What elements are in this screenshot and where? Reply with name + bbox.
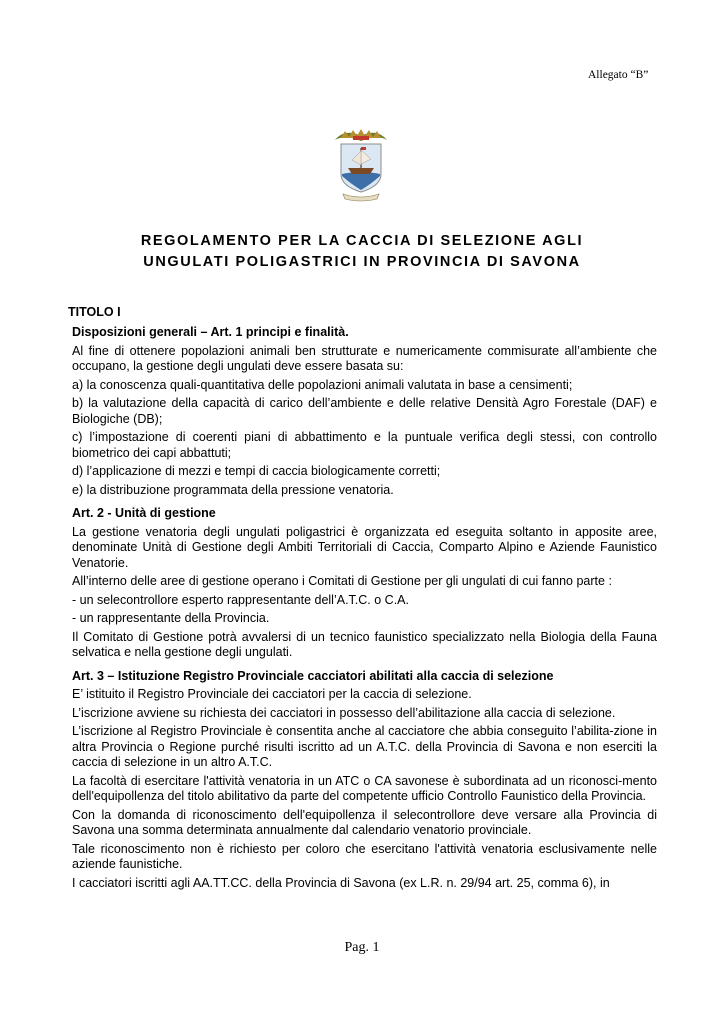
paragraph: La gestione venatoria degli ungulati poligastrici è organizzata ed eseguita soltanto in apposite aree, denominate Unità di Gestione degli Ambiti Territoriali di Caccia, Comparto Alpino e Aziende Faunistico Venatorie. xyxy=(72,524,657,570)
paragraph: I cacciatori iscritti agli AA.TT.CC. della Provincia di Savona (ex L.R. n. 29/94 art. 25, comma 6), in xyxy=(72,875,610,890)
list-item: e) la distribuzione programmata della pressione venatoria. xyxy=(72,482,394,497)
paragraph: L’iscrizione al Registro Provinciale è consentita anche al cacciatore che abbia conseguito l’abilita-zione in altra Provincia o Regione purché risulti iscritto ad un A.T.C. della Provincia di Savona e non eserciti la caccia di selezione in un altro A.T.C. xyxy=(72,724,657,769)
paragraph: La facoltà di esercitare l'attività venatoria in un ATC o CA savonese è subordinata ad un riconosci-mento dell'equipollenza del titolo abilitativo da parte del competente ufficio Controllo Faunistico della Provincia. xyxy=(72,773,657,803)
document-body xyxy=(72,325,657,894)
paragraph: Il Comitato di Gestione potrà avvalersi di un tecnico faunistico specializzato nella Biologia della Fauna selvatica e nella gestione degli ungulati. xyxy=(72,629,657,659)
art2-heading: Art. 2 - Unità di gestione xyxy=(72,506,216,520)
list-item: d) l’applicazione di mezzi e tempi di caccia biologicamente corretti; xyxy=(72,464,441,478)
title-line-2: UNGULATI POLIGASTRICI IN PROVINCIA DI SAVONA xyxy=(143,254,581,270)
paragraph: L’iscrizione avviene su richiesta dei cacciatori in possesso dell’abilitazione alla caccia di selezione. xyxy=(72,705,616,720)
paragraph: Con la domanda di riconoscimento dell'equipollenza il selecontrollore deve versare alla Provincia di Savona una somma determinata annualmente dal calendario venatorio provinciale. xyxy=(72,807,657,837)
list-item: b) la valutazione della capacità di carico dell’ambiente e delle relative Densità Agro Forestale (DAF) e Biologiche (DB); xyxy=(72,396,657,426)
art1-heading: Disposizioni generali – Art. 1 principi e finalità. xyxy=(72,325,349,339)
document-title xyxy=(60,231,664,273)
list-item: a) la conoscenza quali-quantitativa delle popolazioni animali valutata in base a censimenti; xyxy=(72,377,573,392)
title-line-1: REGOLAMENTO PER LA CACCIA DI SELEZIONE AGLI xyxy=(140,233,584,249)
section-title: TITOLO I xyxy=(68,305,121,319)
paragraph: Tale riconoscimento non è richiesto per coloro che esercitano l'attività venatoria esclusivamente nelle aziende faunistiche. xyxy=(72,841,657,871)
page-number: Pag. 1 xyxy=(344,940,380,955)
paragraph: Al fine di ottenere popolazioni animali ben strutturate e numericamente commisurate all’ambiente che occupano, la gestione degli ungulati deve essere basata su: xyxy=(72,343,657,373)
list-item: - un selecontrollore esperto rappresentante dell’A.T.C. o C.A. xyxy=(72,592,409,607)
art3-heading: Art. 3 – Istituzione Registro Provinciale cacciatori abilitati alla caccia di selezione xyxy=(72,668,554,683)
list-item: - un rappresentante della Provincia. xyxy=(72,611,270,625)
province-coat-of-arms-icon xyxy=(331,126,391,202)
list-item: c) l’impostazione di coerenti piani di abbattimento e la puntuale verifica degli stessi, con controllo biometrico dei capi abbattuti; xyxy=(72,430,657,460)
paragraph: All’interno delle aree di gestione operano i Comitati di Gestione per gli ungulati di cui fanno parte : xyxy=(72,574,612,588)
annex-label: Allegato “B” xyxy=(588,69,649,81)
paragraph: E’ istituito il Registro Provinciale dei cacciatori per la caccia di selezione. xyxy=(72,687,472,701)
